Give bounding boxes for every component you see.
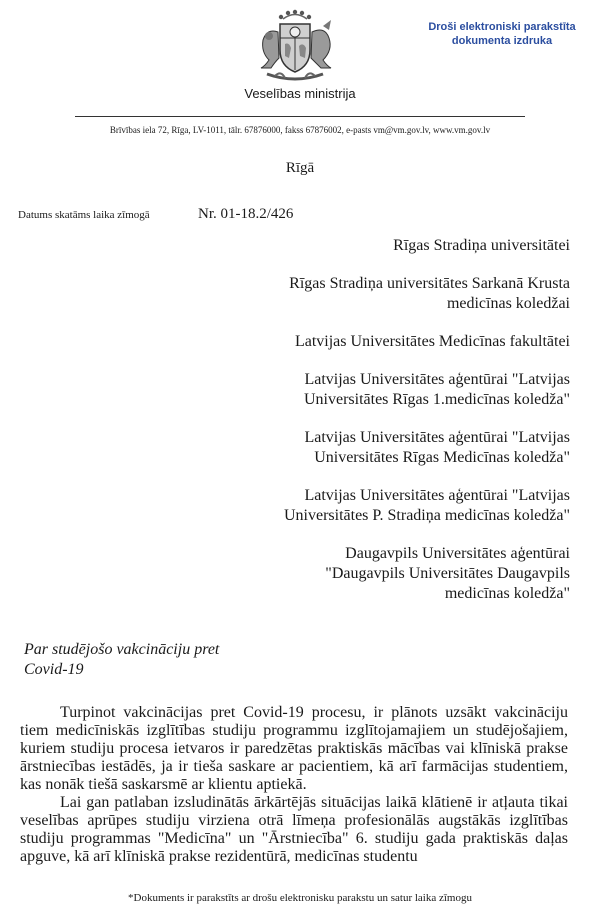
e-signature-stamp — [422, 20, 582, 48]
addressee — [210, 236, 570, 256]
contact-line: Brīvības iela 72, Rīga, LV-1011, tālr. 67876000, fakss 67876002, e-pasts vm@vm.gov.lv, www.vm.gov.lv — [109, 125, 491, 135]
addressee — [210, 274, 570, 314]
subject-line: Par studējošo vakcināciju pret — [24, 641, 220, 658]
addressee-line: "Daugavpils Universitātes Daugavpils — [325, 565, 570, 582]
addressee-line: Universitātes P. Stradiņa medicīnas koledža" — [283, 507, 570, 524]
addressee-line: Latvijas Universitātes aģentūrai "Latvijas — [304, 371, 570, 388]
addressee-line: medicīnas koledžai — [446, 295, 570, 312]
addressee — [210, 332, 570, 352]
letter-subject — [24, 640, 264, 680]
stamp-line: dokumenta izdruka — [451, 35, 553, 47]
stamp-line: Droši elektroniski parakstīta — [428, 21, 576, 33]
addressee-line: medicīnas koledža" — [444, 585, 570, 602]
addressee-line: Universitātes Rīgas 1.medicīnas koledža" — [303, 391, 570, 408]
addressee-line: Rīgas Stradiņa universitātei — [393, 237, 570, 254]
addressee-line: Daugavpils Universitātes aģentūrai — [345, 545, 570, 562]
letter-body — [20, 704, 568, 866]
body-paragraph: Turpinot vakcinācijas pret Covid-19 procesu, ir plānots uzsākt vakcināciju tiem medicīniskās izglītības studiju programmu izglītojamajiem un studējošajiem, kuriem studiju procesa ietvaros ir paredzētas praktiskās mācības vai klīniskā prakse ārstniecības iestādēs, ja ir tieša saskare ar pacientiem, kā arī farmācijas studentiem, kas nonāk tiešā saskarsmē ar klientu aptiekā. — [20, 704, 568, 793]
addressee-line: Rīgas Stradiņa universitātes Sarkanā Krusta — [289, 275, 570, 292]
addressee-line: Latvijas Universitātes Medicīnas fakultātei — [294, 333, 570, 350]
latvia-coat-of-arms-icon — [245, 8, 345, 88]
addressee — [210, 486, 570, 526]
addressee-list — [210, 236, 570, 622]
addressee — [210, 544, 570, 604]
body-paragraph: Lai gan patlaban izsludinātās ārkārtējās situācijas laikā klātienē ir atļauta tikai veselības aprūpes studiju virziena otrā līmeņa profesionālās augstākās izglītības studiju programmas "Medicīna" un "Ārstniecība" 6. studiju gada praktiskās daļas apguve, kā arī klīniskā prakse rezidentūrā, medicīnas studentu — [20, 794, 568, 865]
addressee — [210, 428, 570, 468]
ministry-name: Veselības ministrija — [244, 86, 356, 101]
subject-line: Covid-19 — [24, 661, 84, 678]
header-divider — [75, 116, 525, 117]
signature-footnote: *Dokuments ir parakstīts ar drošu elektronisku parakstu un satur laika zīmogu — [128, 892, 472, 904]
addressee-line: Universitātes Rīgas Medicīnas koledža" — [314, 449, 570, 466]
date-label: Datums skatāms laika zīmogā — [18, 209, 150, 221]
addressee-line: Latvijas Universitātes aģentūrai "Latvijas — [304, 487, 570, 504]
document-number: Nr. 01-18.2/426 — [198, 206, 294, 222]
place-of-issue: Rīgā — [285, 160, 315, 176]
addressee — [210, 370, 570, 410]
addressee-line: Latvijas Universitātes aģentūrai "Latvijas — [304, 429, 570, 446]
